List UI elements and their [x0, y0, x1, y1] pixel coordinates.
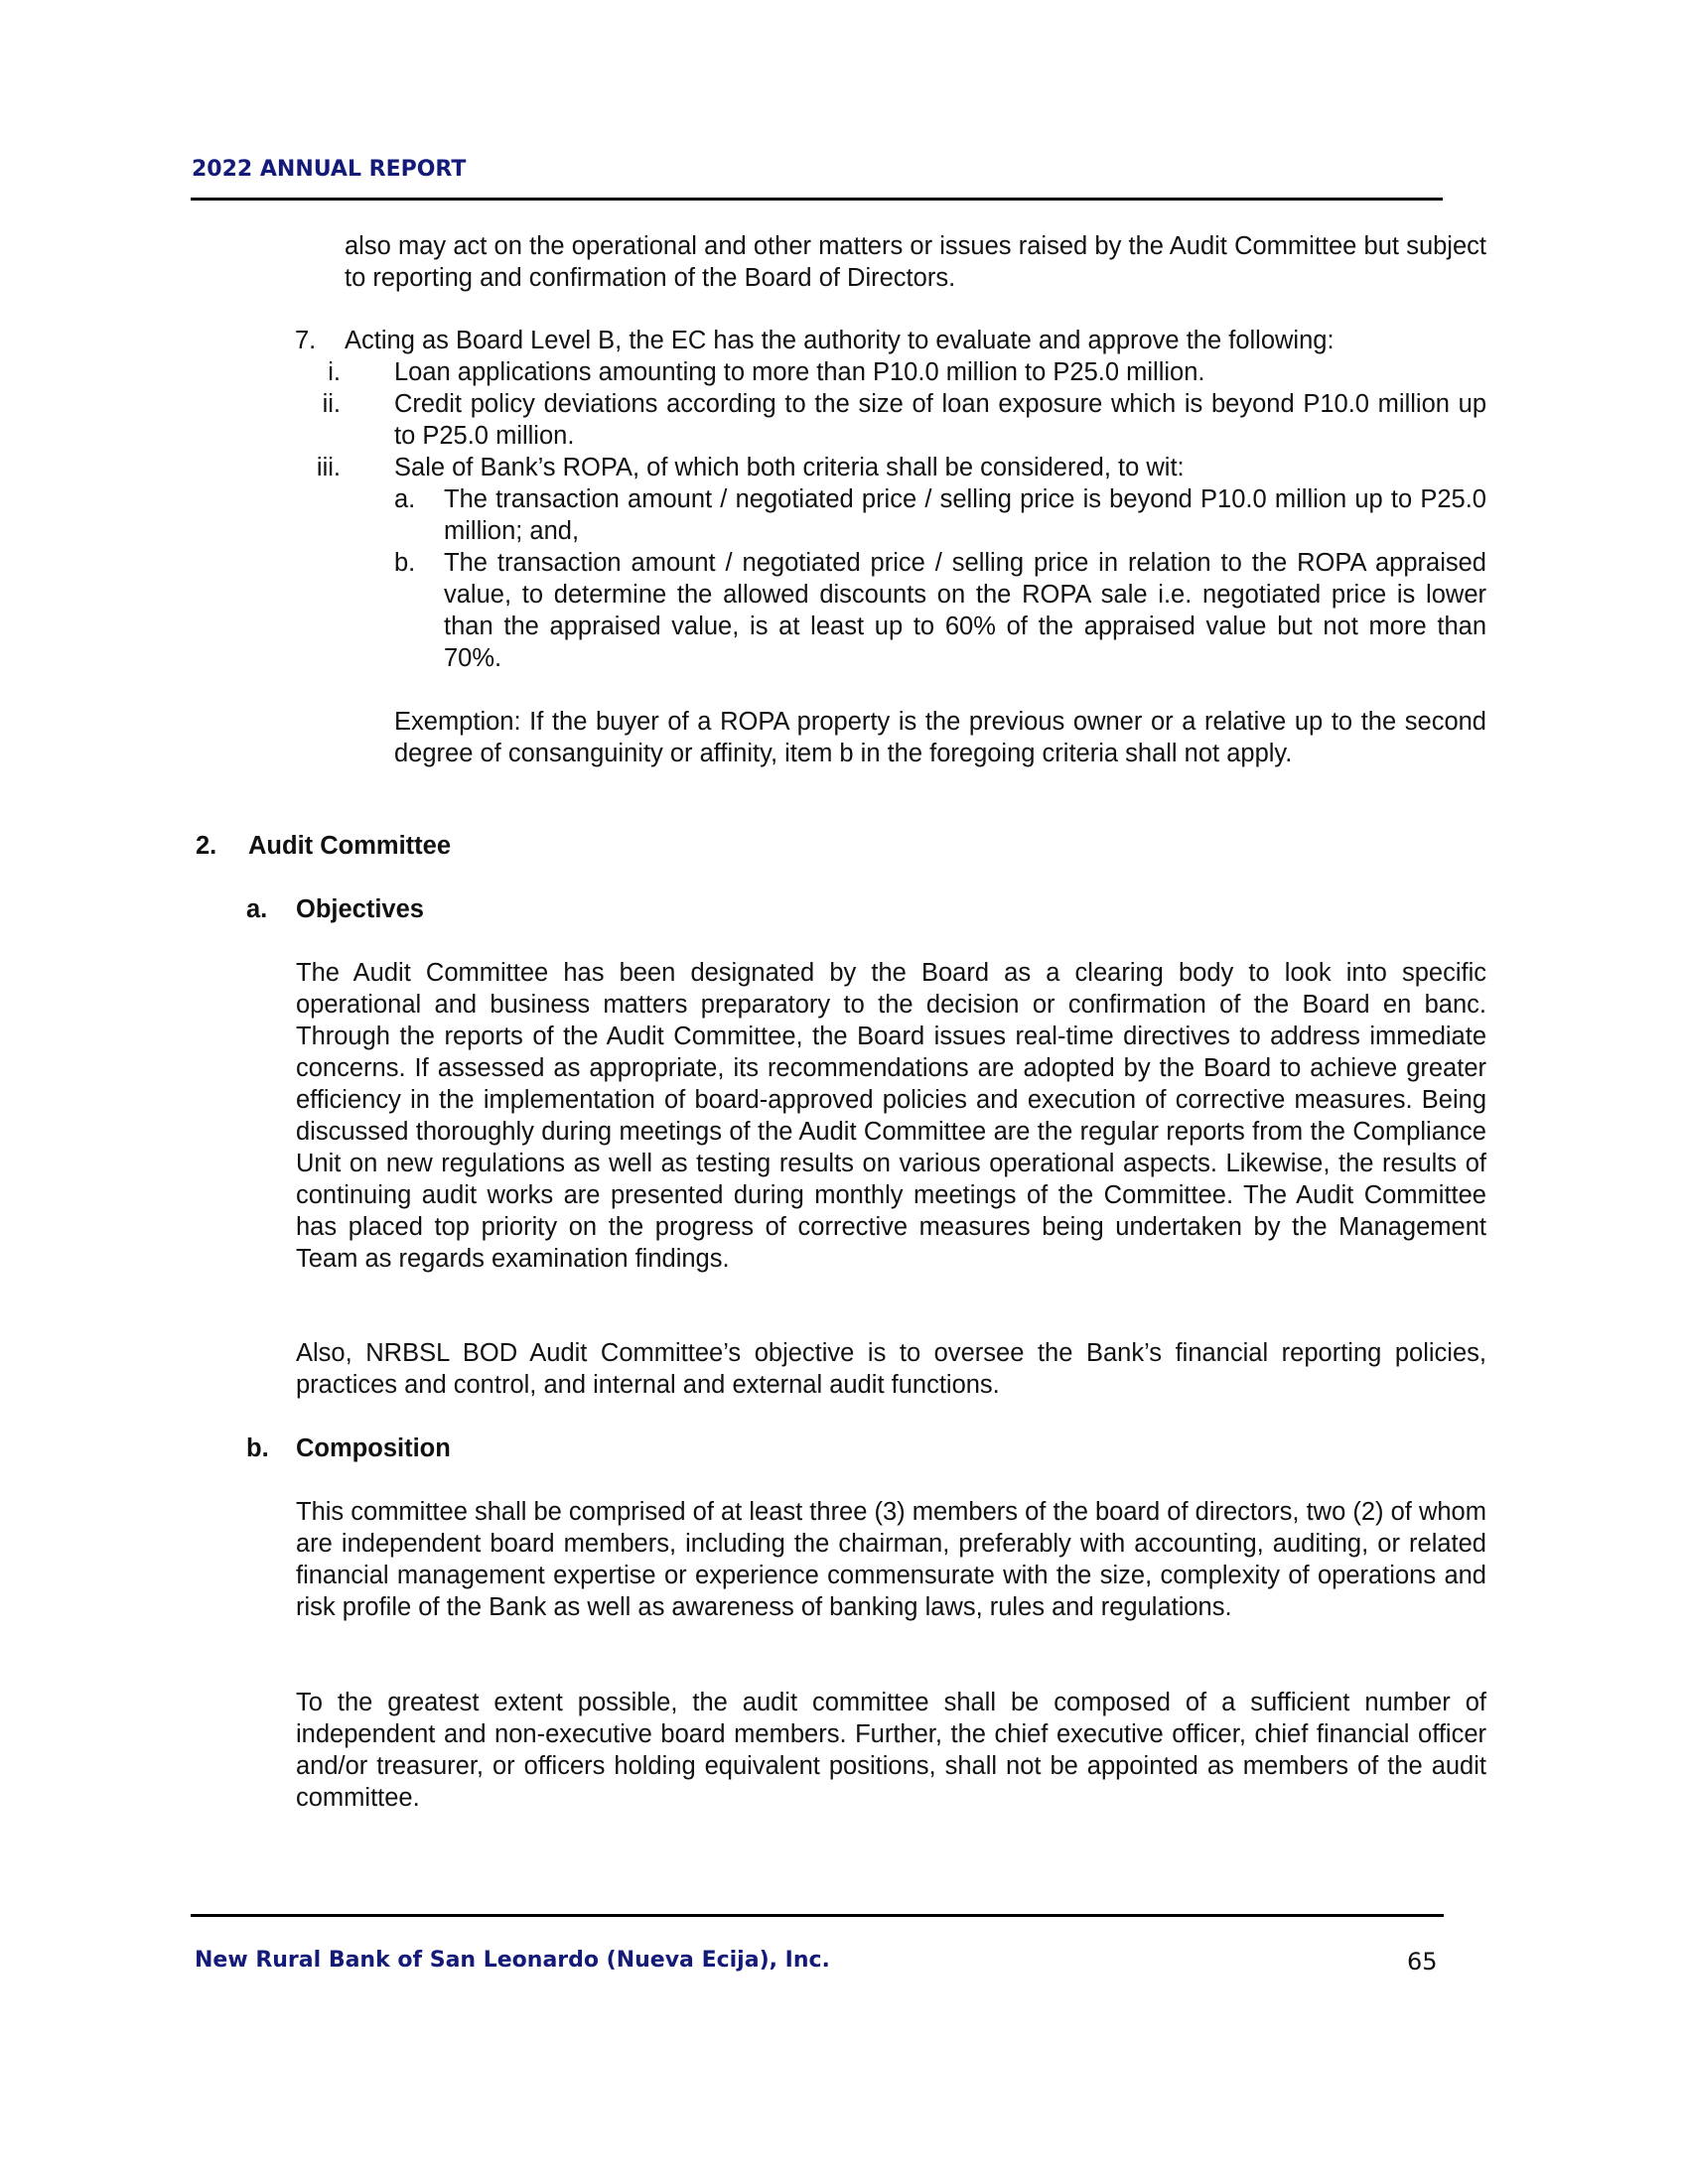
subitem-marker-ii: ii.: [322, 390, 341, 418]
exemption-paragraph: Exemption: If the buyer of a ROPA property is the previous owner or a relative up to the second degree of consanguinity or affinity, item b in the foregoing criteria shall not apply.: [394, 708, 1486, 767]
criteria-marker-a: a.: [394, 485, 416, 513]
header-rule: [191, 198, 1443, 201]
objectives-paragraph-2: Also, NRBSL BOD Audit Committee’s objective is to oversee the Bank’s financial reporting policies, practices and control, and internal and external audit functions.: [296, 1339, 1486, 1399]
page-number: 65: [1407, 1948, 1438, 1976]
subsection-marker-a: a.: [246, 895, 268, 923]
section-number-2: 2.: [196, 832, 217, 860]
subitem-iii-text: Sale of Bank’s ROPA, of which both criteria shall be considered, to wit:: [394, 454, 1185, 481]
subitem-ii-text: Credit policy deviations according to the size of loan exposure which is beyond P10.0 million up to P25.0 million.: [394, 390, 1486, 450]
footer-rule: [191, 1914, 1444, 1917]
composition-paragraph-2: To the greatest extent possible, the audit committee shall be composed of a sufficient number of independent and non-executive board members. Further, the chief executive officer, chief financial officer and/or treasurer, or officers holding equivalent positions, shall not be appointed as members of the audit committee.: [296, 1689, 1486, 1812]
subitem-marker-i: i.: [328, 358, 341, 386]
footer-organization-name: New Rural Bank of San Leonardo (Nueva Ecija), Inc.: [195, 1948, 830, 1973]
subsection-heading-composition: Composition: [296, 1434, 451, 1462]
criteria-a-text: The transaction amount / negotiated price / selling price is beyond P10.0 million up to P25.0 million; and,: [444, 485, 1486, 545]
subsection-marker-b: b.: [246, 1434, 269, 1462]
composition-paragraph-1: This committee shall be comprised of at least three (3) members of the board of directors, two (2) of whom are independent board members, including the chairman, preferably with accounting, auditing, or related financial management expertise or experience commensurate with the size, complexity of operations and risk profile of the Bank as well as awareness of banking laws, rules and regulations.: [296, 1498, 1486, 1621]
objectives-paragraph-1: The Audit Committee has been designated by the Board as a clearing body to look into specific operational and business matters preparatory to the decision or confirmation of the Board en banc. Through the reports of the Audit Committee, the Board issues real-time directives to address immediate concerns. If assessed as appropriate, its recommendations are adopted by the Board to achieve greater efficiency in the implementation of board-approved policies and execution of corrective measures. Being discussed thoroughly during meetings of the Audit Committee are the regular reports from the Compliance Unit on new regulations as well as testing results on various operational aspects. Likewise, the results of continuing audit works are presented during monthly meetings of the Committee. The Audit Committee has placed top priority on the progress of corrective measures being undertaken by the Management Team as regards examination findings.: [296, 959, 1486, 1273]
list-number-7: 7.: [295, 327, 317, 354]
subitem-i-text: Loan applications amounting to more than P10.0 million to P25.0 million.: [394, 358, 1205, 386]
section-heading-audit-committee: Audit Committee: [248, 832, 451, 860]
report-header-title: 2022 ANNUAL REPORT: [192, 157, 467, 182]
criteria-b-text: The transaction amount / negotiated price / selling price in relation to the ROPA appraised value, to determine the allowed discounts on the ROPA sale i.e. negotiated price is lower than the appraised value, is at least up to 60% of the appraised value but not more than 70%.: [444, 549, 1486, 672]
criteria-marker-b: b.: [394, 549, 416, 577]
subsection-heading-objectives: Objectives: [296, 895, 424, 923]
subitem-marker-iii: iii.: [316, 454, 341, 481]
continuation-paragraph: also may act on the operational and other matters or issues raised by the Audit Committee but subject to reporting and confirmation of the Board of Directors.: [345, 232, 1486, 292]
item7-text: Acting as Board Level B, the EC has the authority to evaluate and approve the following:: [345, 327, 1335, 354]
